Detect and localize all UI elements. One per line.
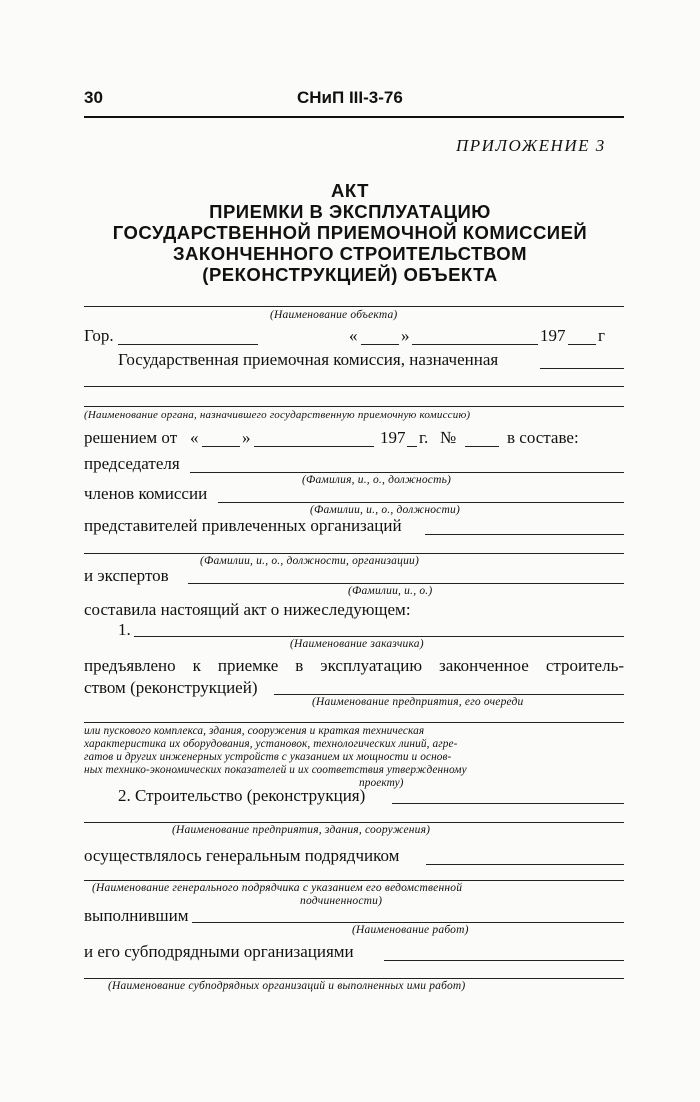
subcontractors-line-2[interactable]: [84, 978, 624, 979]
date-open-quote: «: [349, 326, 358, 345]
long-caption: [84, 725, 624, 790]
drafted-label: составила настоящий акт о нижеследующем:: [84, 600, 411, 619]
presented-word: в: [295, 656, 304, 675]
enterprise-field[interactable]: [274, 694, 624, 695]
general-contractor-label: осуществлялось генеральным подрядчиком: [84, 846, 400, 865]
title-line-3: ГОСУДАРСТВЕННОЙ ПРИЕМОЧНОЙ КОМИССИЕЙ: [112, 222, 588, 243]
organ-line[interactable]: [84, 406, 624, 407]
representatives-line-2[interactable]: [84, 553, 624, 554]
experts-caption: (Фамилии, и., о.): [348, 585, 433, 597]
experts-field[interactable]: [188, 583, 624, 584]
item1-number: 1.: [118, 620, 131, 639]
organ-caption: (Наименование органа, назначившего государственную приемочную комиссию): [84, 409, 471, 421]
representatives-field[interactable]: [425, 534, 624, 535]
presented-word: к: [192, 656, 201, 675]
long-caption-line: или пускового комплекса, здания, сооружения и краткая техническая: [84, 725, 425, 737]
decision-label: решением от: [84, 428, 178, 447]
commission-line-2[interactable]: [84, 386, 624, 387]
subcontractors-label: и его субподрядными организациями: [84, 942, 354, 961]
general-contractor-field[interactable]: [426, 864, 624, 865]
decision-month-field[interactable]: [254, 446, 374, 447]
decision-year-suffix: г.: [419, 428, 429, 447]
experts-label: и экспертов: [84, 566, 169, 585]
commission-appointed-by-field[interactable]: [540, 368, 624, 369]
item2-caption: (Наименование предприятия, здания, сооружения): [172, 824, 431, 836]
long-caption-line: ных технико-экономических показателей и их соответствия утвержденному: [84, 764, 467, 776]
enterprise-caption: (Наименование предприятия, его очереди: [312, 696, 524, 708]
page-number: 30: [84, 88, 103, 107]
presented-word: приемке: [217, 656, 279, 675]
presented-word: строитель-: [545, 656, 624, 675]
general-contractor-caption-1: (Наименование генерального подрядчика с указанием его ведомственной: [92, 882, 463, 894]
object-name-line[interactable]: [84, 306, 624, 307]
appendix-label: ПРИЛОЖЕНИЕ 3: [456, 136, 606, 155]
decision-number-field[interactable]: [465, 446, 499, 447]
subcontractors-caption: (Наименование субподрядных организаций и выполненных ими работ): [108, 980, 466, 992]
decision-year: 197: [380, 428, 406, 447]
chairman-field[interactable]: [190, 472, 624, 473]
decision-close-quote: »: [242, 428, 251, 447]
date-month-field[interactable]: [412, 344, 538, 345]
presented-word: предъявлено: [84, 656, 176, 675]
presented-line-2: ством (реконструкцией): [84, 678, 258, 697]
year-label: 197: [540, 326, 566, 345]
presented-word: законченное: [439, 656, 529, 675]
city-label: Гор.: [84, 326, 114, 345]
item2-line-2[interactable]: [84, 822, 624, 823]
object-caption: (Наименование объекта): [270, 309, 398, 321]
title-line-1: АКТ: [331, 180, 369, 201]
members-caption: (Фамилии, и., о., должности): [310, 504, 460, 516]
decision-year-field[interactable]: [407, 446, 417, 447]
item2-field[interactable]: [392, 803, 624, 804]
decision-open-quote: «: [190, 428, 199, 447]
date-day-field[interactable]: [361, 344, 399, 345]
date-close-quote: »: [401, 326, 410, 345]
title-line-4: ЗАКОНЧЕННОГО СТРОИТЕЛЬСТВОМ: [172, 243, 528, 264]
composition-label: в составе:: [507, 428, 579, 447]
presented-line-1: [84, 656, 624, 676]
general-contractor-caption-2: подчиненности): [300, 895, 383, 907]
document-code: СНиП III-3-76: [297, 88, 403, 107]
customer-caption: (Наименование заказчика): [290, 638, 424, 650]
representatives-label: представителей привлеченных организаций: [84, 516, 402, 535]
long-caption-line: характеристика их оборудования, установок, технологических линий, агре-: [84, 738, 458, 750]
commission-label: Государственная приемочная комиссия, назначенная: [118, 350, 499, 369]
number-label: №: [440, 428, 457, 447]
chairman-caption: (Фамилия, и., о., должность): [302, 474, 452, 486]
performed-label: выполнившим: [84, 906, 189, 925]
members-field[interactable]: [218, 502, 624, 503]
title-line-5: (РЕКОНСТРУКЦИЕЙ) ОБЪЕКТА: [202, 264, 498, 285]
performed-field[interactable]: [192, 922, 624, 923]
representatives-caption: (Фамилии, и., о., должности, организации): [200, 555, 419, 567]
subcontractors-field[interactable]: [384, 960, 624, 961]
item2-label: 2. Строительство (реконструкция): [118, 786, 366, 805]
works-caption: (Наименование работ): [352, 924, 469, 936]
title-line-2: ПРИЕМКИ В ЭКСПЛУАТАЦИЮ: [209, 201, 491, 222]
chairman-label: председателя: [84, 454, 180, 473]
long-caption-line: гатов и других инженерных устройств с указанием их мощности и основ-: [84, 751, 452, 763]
enterprise-line-2[interactable]: [84, 722, 624, 723]
year-suffix: г: [598, 326, 605, 345]
general-contractor-line-2[interactable]: [84, 880, 624, 881]
header-rule: [84, 116, 624, 118]
presented-word: эксплуатацию: [320, 656, 423, 675]
long-caption-last: проекту): [359, 777, 404, 789]
customer-field[interactable]: [134, 636, 624, 637]
members-label: членов комиссии: [84, 484, 208, 503]
city-field[interactable]: [118, 344, 258, 345]
decision-day-field[interactable]: [202, 446, 240, 447]
year-field[interactable]: [568, 344, 596, 345]
